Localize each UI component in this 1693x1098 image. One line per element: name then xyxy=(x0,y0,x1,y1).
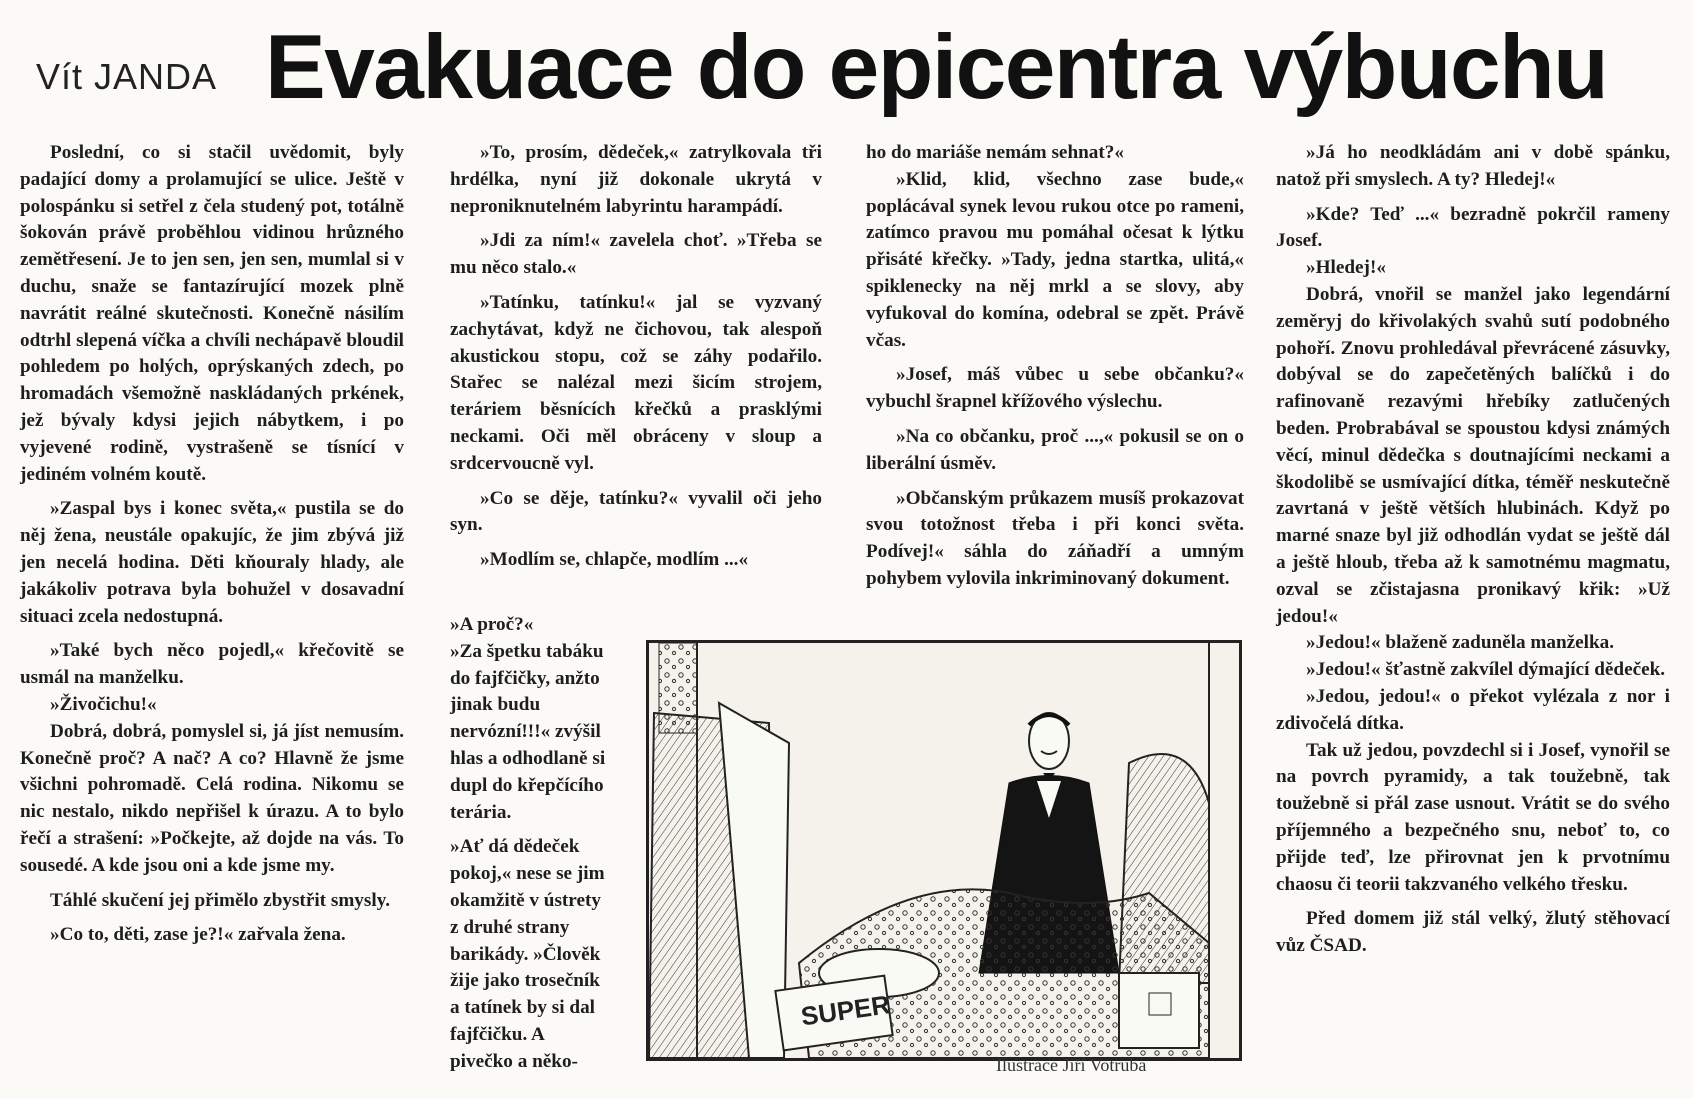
paragraph: »Jedou!« šťastně zakvílel dýmající dědeček. xyxy=(1306,659,1666,681)
paragraph: »Co se děje, tatínku?« vyvalil oči jeho syn. xyxy=(450,487,822,536)
paragraph: »Josef, máš vůbec u sebe občanku?« vybuchl šrapnel křížového výslechu. xyxy=(866,364,1244,413)
article-column-3 xyxy=(866,140,1244,593)
paragraph: Táhlé skučení jej přimělo zbystřit smysly. xyxy=(50,889,391,911)
headline: Evakuace do epicentra výbuchu xyxy=(265,17,1608,118)
paragraph: »Co to, děti, zase je?!« zařvala žena. xyxy=(50,924,346,946)
paragraph: »Občanským průkazem musíš prokazovat svou totožnost třeba i při konci světa. Podívej!« sáhla do záňadří a umným pohybem vylovila inkriminovaný dokument. xyxy=(866,487,1244,589)
paragraph: »A proč?« xyxy=(450,614,534,635)
paragraph: »Modlím se, chlapče, modlím ...« xyxy=(480,549,749,571)
paragraph: »Klid, klid, všechno zase bude,« poplácával synek levou rukou otce po rameni, zatímco pravou mu pomáhal očesat k lýtku přisáté křečky. »Tady, jedna startka, ulitá,« spiklenecky na něj mrkl a se slovy, aby vyfukoval do komína, odebral se zpět. Právě včas. xyxy=(866,168,1244,351)
paragraph: »Hledej!« xyxy=(1306,257,1386,279)
paragraph: »Na co občanku, proč ...,« pokusil se on o liberální úsměv. xyxy=(866,425,1244,474)
paragraph: ho do mariáše nemám sehnat?« xyxy=(866,142,1124,163)
article-column-4 xyxy=(1276,140,1670,960)
illustration-drawing xyxy=(649,643,1239,1058)
paragraph: »Já ho neodkládám ani v době spánku, natož při smyslech. A ty? Hledej!« xyxy=(1276,142,1670,190)
illustration-credit: Ilustrace Jiří Votruba xyxy=(996,1055,1147,1075)
paragraph: »To, prosím, dědeček,« zatrylkovala tři hrdélka, nyní již dokonale ukrytá v neproniknutelném labyrintu harampádí. xyxy=(450,142,822,217)
paragraph: Před domem již stál velký, žlutý stěhovací vůz ČSAD. xyxy=(1276,908,1670,957)
paragraph: »Tatínku, tatínku!« jal se vyzvaný zachytávat, když ne čichovou, tak alespoň akustickou stopu, což se záhy podařilo. Stařec se nalézal mezi šicím strojem, teráriem běsnících křečků a prasklými neckami. Oči měl obráceny v sloup a srdcervoucně vyl. xyxy=(450,291,822,474)
paragraph: »Jedou!« blaženě zaduněla manželka. xyxy=(1306,632,1615,654)
paragraph: Dobrá, vnořil se manžel jako legendární zeměryj do křivolakých svahů sutí podobného pohoří. Znovu prohledával převrácené zásuvky, dobýval se do zapečetěných balíčků i do rafinovaně rezavými hřebíky zatlučených beden. Probrabával se spoustou kdysi známých věcí, minul dědečka s doutnajícími neckami a škodolibě se usmívající dítka, téměř neskutečně zavrtaná v ještě větších hlubinách. Když po marné snaze byl již odhodlán vydat se ještě dál a ještě hloub, třeba až k samotnému magmatu, ozval se zčistajasna pronikavý křik: »Už jedou!« xyxy=(1276,283,1670,627)
box-label: SUPER xyxy=(799,989,892,1032)
paragraph: Tak už jedou, povzdechl si i Josef, vynořil se na povrch pyramidy, a tak toužebně, tak toužebně si přál zase usnout. Vrátit se do svého příjemného a bezpečného snu, neboť to, co přijde teď, lze přirovnat jen k prvotnímu chaosu či teorii takzvaného velkého třesku. xyxy=(1276,739,1670,895)
paragraph: »Za špetku tabáku do fajfčičky, anžto jinak budu nervózní!!!« zvýšil hlas a odhodlaně si dupl do křepčícího terária. xyxy=(450,640,606,823)
paragraph: »Jdi za ním!« zavelela choť. »Třeba se mu něco stalo.« xyxy=(450,230,822,279)
paragraph: »Kde? Teď ...« bezradně pokrčil rameny Josef. xyxy=(1276,203,1670,252)
byline: Vít JANDA xyxy=(36,56,218,97)
paragraph: »Také bych něco pojedl,« křečovitě se usmál na manželku. xyxy=(20,640,404,689)
paragraph: »Zaspal bys i konec světa,« pustila se do něj žena, neustále opakujíc, že jim zbývá již jen necelá hodina. Děti kňouraly hlady, ale jakákoliv potrava byla bohužel v dosavadní situaci zcela nedostupná. xyxy=(20,498,404,627)
paragraph: »Jedou, jedou!« o překot vylézala z nor i zdivočelá dítka. xyxy=(1276,685,1670,734)
article-column-2 xyxy=(450,140,822,574)
paragraph: »Ať dá dědeček pokoj,« nese se jim okamžitě v ústrety z druhé strany barikády. »Člověk žije jako trosečník a tatínek by si dal fajfčičku. A pivečko a něko- xyxy=(450,836,605,1072)
paragraph: Dobrá, dobrá, pomyslel si, já jíst nemusím. Konečně proč? A nač? A co? Hlavně že jsme všichni pohromadě. Celá rodina. Nikomu se nic nestalo, nikdo nepřišel k úrazu. A to bylo řečí a strašení: »Počkejte, až dojde na vás. To sousedé. A kde jsou oni a kde jsme my. xyxy=(20,720,404,876)
article-column-2-narrow xyxy=(450,612,610,1076)
illustration xyxy=(646,640,1242,1061)
article-column-1 xyxy=(20,140,404,949)
paragraph: Poslední, co si stačil uvědomit, byly padající domy a prolamující se ulice. Ještě v polospánku si setřel z čela studený pot, totálně šokován právě proběhlou vidinou hrůzného zemětřesení. Je to jen sen, jen sen, mumlal si v duchu, snaže se fantazírující mozek plně navrátit reálné skutečnosti. Konečně násilím odtrhl slepená víčka a chvíli nechápavě bloudil pohledem po holých, oprýskaných zdech, po hromadách všemožně naskládaných prkének, jež bývaly kdysi jejich nábytkem, i po vyjevené rodině, vystrašeně se tísnící v jediném volném koutě. xyxy=(20,142,404,485)
paragraph: »Živočichu!« xyxy=(50,693,157,715)
